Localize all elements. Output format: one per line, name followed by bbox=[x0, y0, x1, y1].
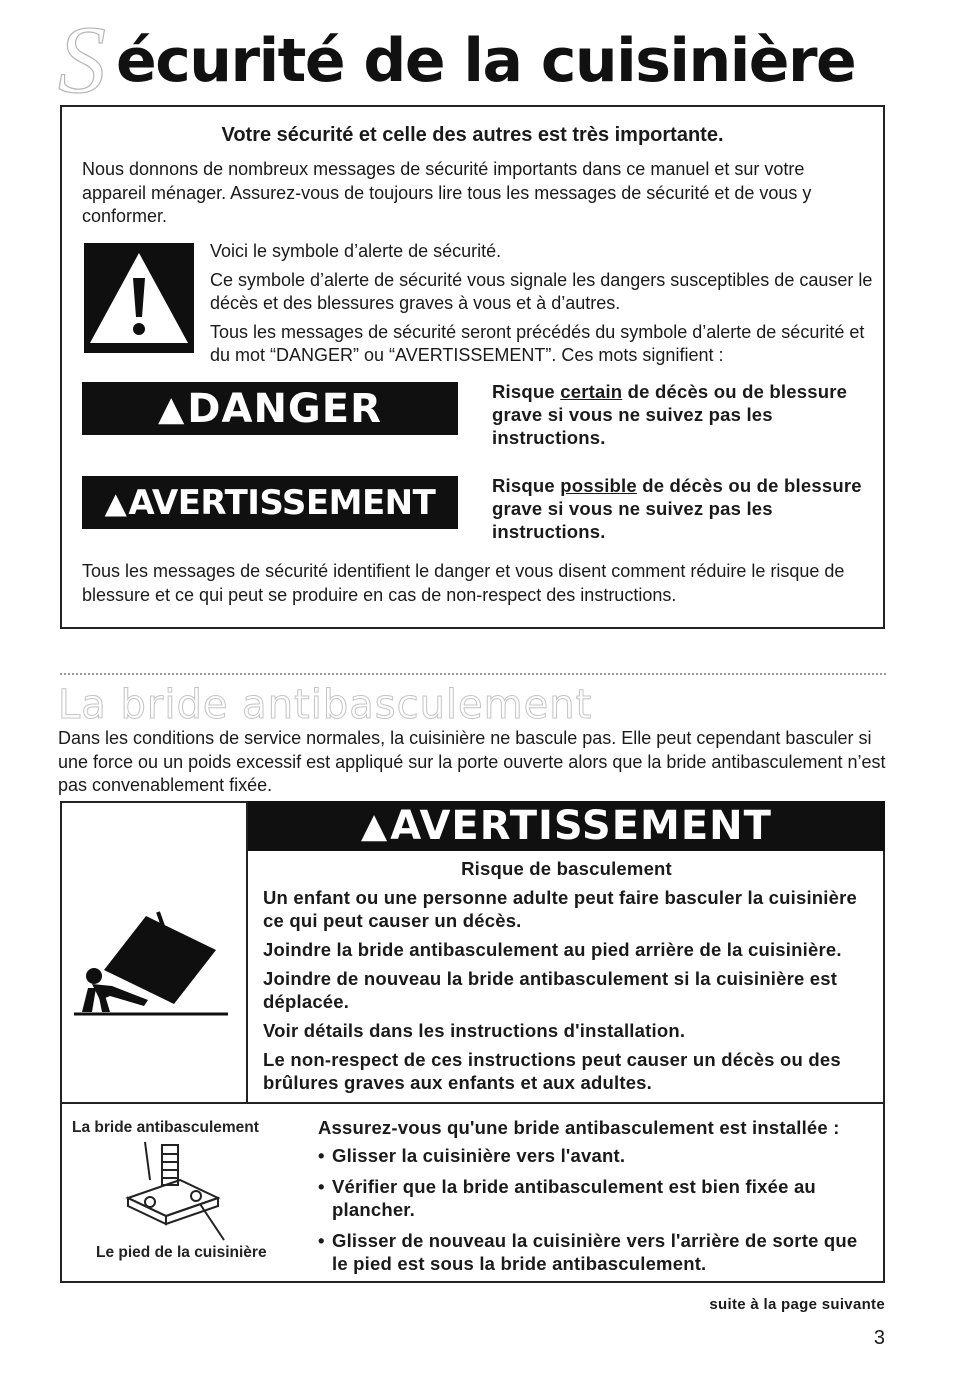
safety-alert-symbol-icon bbox=[84, 243, 194, 353]
continued-note: suite à la page suivante bbox=[709, 1296, 885, 1313]
alert-triangle-icon: ▲ bbox=[158, 388, 186, 429]
list-item: • Glisser de nouveau la cuisinière vers l'arrière de sorte que le pied est sous la bride antibasculement. bbox=[318, 1230, 858, 1274]
danger-emphasis: certain bbox=[560, 381, 623, 402]
alert-triangle-icon: ▲ bbox=[361, 806, 389, 846]
risk-line: Un enfant ou une personne adulte peut faire basculer la cuisinière ce qui peut causer un décès. bbox=[263, 887, 858, 931]
warning-description: Risque possible de décès ou de blessure grave si vous ne suivez pas les instructions. bbox=[492, 475, 862, 542]
ensure-title: Assurez-vous qu'une bride antibasculement est installée : bbox=[318, 1117, 840, 1138]
safety-closing-text: Tous les messages de sécurité identifient le danger et vous disent comment réduire le risque de blessure et ce qui peut se produire en cas de non-respect des instructions. bbox=[82, 561, 845, 605]
bracket-label: La bride antibasculement bbox=[72, 1119, 259, 1136]
tip-over-risk-lines bbox=[263, 886, 878, 1100]
ensure-list bbox=[318, 1144, 878, 1283]
warning-banner bbox=[82, 476, 458, 529]
symbol-explanation bbox=[210, 240, 875, 373]
warning-emphasis: possible bbox=[560, 475, 637, 496]
warning-label: AVERTISSEMENT bbox=[128, 482, 436, 523]
list-item: • Vérifier que la bride antibasculement est bien fixée au plancher. bbox=[318, 1176, 816, 1220]
danger-description: Risque certain de décès ou de blessure grave si vous ne suivez pas les instructions. bbox=[492, 381, 848, 448]
bullet-icon: • bbox=[318, 1145, 325, 1166]
section-divider bbox=[60, 673, 886, 675]
warning-box-divider bbox=[60, 1102, 885, 1104]
page-number: 3 bbox=[873, 1327, 885, 1349]
risk-line: Joindre de nouveau la bride antibasculement si la cuisinière est déplacée. bbox=[263, 968, 838, 1012]
anti-tip-intro: Dans les conditions de service normales, la cuisinière ne bascule pas. Elle peut cependant basculer si une force ou un poids excessif est appliqué sur la porte ouverte alors que la bride antibasculement n’est pas convenablement fixée. bbox=[58, 728, 886, 795]
danger-label: DANGER bbox=[187, 385, 382, 432]
safety-intro-text: Nous donnons de nombreux messages de sécurité importants dans ce manuel et sur votre appareil ménager. Assurez-vous de toujours lire tous les messages de sécurité et de vous y conformer. bbox=[82, 159, 812, 226]
foot-label: Le pied de la cuisinière bbox=[96, 1244, 267, 1261]
bullet-icon: • bbox=[318, 1176, 325, 1197]
title-text: écurité de la cuisinière bbox=[116, 26, 856, 96]
risk-line: Le non-respect de ces instructions peut causer un décès ou des brûlures graves aux enfants et aux adultes. bbox=[263, 1049, 841, 1093]
alert-triangle-icon: ▲ bbox=[104, 485, 127, 520]
bullet-icon: • bbox=[318, 1230, 325, 1251]
tip-over-warning-banner bbox=[248, 801, 885, 851]
anti-tip-bracket-icon bbox=[100, 1140, 250, 1245]
warning-label: AVERTISSEMENT bbox=[390, 803, 772, 849]
symbol-line: Voici le symbole d’alerte de sécurité. bbox=[210, 241, 502, 261]
section-heading: La bride antibasculement bbox=[58, 682, 593, 728]
list-item: • Glisser la cuisinière vers l'avant. bbox=[318, 1145, 626, 1166]
page-title bbox=[58, 6, 918, 113]
danger-banner bbox=[82, 382, 458, 435]
symbol-line: Ce symbole d’alerte de sécurité vous signale les dangers susceptibles de causer le décès et des blessures graves à vous et à d’autres. bbox=[210, 269, 873, 313]
tip-over-risk-title: Risque de basculement bbox=[461, 858, 672, 879]
risk-line: Voir détails dans les instructions d'installation. bbox=[263, 1020, 686, 1041]
tipping-range-icon bbox=[74, 888, 234, 1018]
title-decorative-initial: S bbox=[58, 6, 106, 113]
safety-heading: Votre sécurité et celle des autres est très importante. bbox=[221, 124, 724, 146]
risk-line: Joindre la bride antibasculement au pied arrière de la cuisinière. bbox=[263, 939, 842, 960]
symbol-line: Tous les messages de sécurité seront précédés du symbole d’alerte de sécurité et du mot “DANGER” ou “AVERTISSEMENT”. Ces mots signifient : bbox=[210, 321, 865, 365]
